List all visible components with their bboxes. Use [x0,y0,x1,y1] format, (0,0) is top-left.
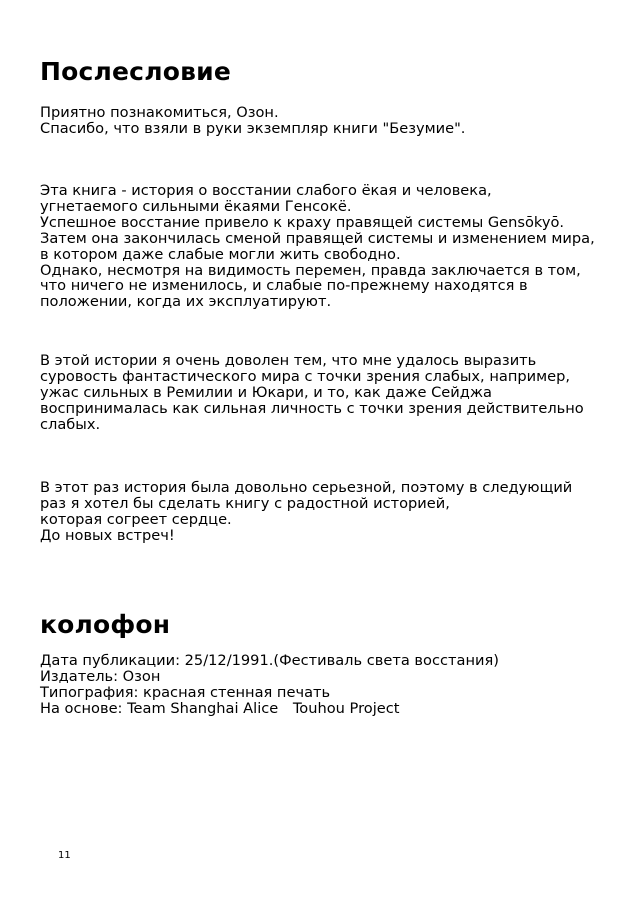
text-line: воспринималась как сильная личность с точки зрения действительно [40,399,584,417]
text-line: которая согреет сердце. [40,510,232,528]
text-line: Успешное восстание привело к краху правящей системы Gensōkyō. [40,213,565,231]
text-line: До новых встреч! [40,526,175,544]
page-number: 11 [58,850,71,861]
afterword-title: Послесловие [40,57,231,86]
text-line: Приятно познакомиться, Озон. [40,104,279,121]
text-line: Эта книга - история о восстании слабого ёкая и человека, [40,182,492,199]
text-line: суровость фантастического мира с точки зрения слабых, например, [40,367,570,385]
colophon-details [40,653,620,717]
colophon-publication-date: Дата публикации: 25/12/1991.(Фестиваль света восстания) [40,652,499,669]
colophon-printer: Типография: красная стенная печать [40,683,331,701]
text-line: Спасибо, что взяли в руки экземпляр книги "Безумие". [40,119,466,137]
colophon-title: колофон [40,610,171,639]
afterword-paragraph-story [40,183,620,310]
text-line: Однако, несмотря на видимость перемен, правда заключается в том, [40,261,581,279]
text-line: в котором даже слабые могли жить свободно. [40,245,401,263]
text-line: Затем она закончилась сменой правящей системы и изменением мира, [40,229,595,247]
afterword-paragraph-opinion [40,353,620,433]
colophon-publisher: Издатель: Озон [40,667,161,685]
text-line: угнетаемого сильными ёкаями Генсокё. [40,197,352,215]
text-line: положении, когда их эксплуатируют. [40,293,332,311]
text-line: В этой истории я очень доволен тем, что мне удалось выразить [40,352,537,369]
colophon-based-on: На основе: Team Shanghai Alice Touhou Project [40,699,400,717]
text-line: раз я хотел бы сделать книгу с радостной историей, [40,494,450,512]
text-line: В этот раз история была довольно серьезной, поэтому в следующий [40,479,573,496]
text-line: слабых. [40,415,101,433]
text-line: что ничего не изменилось, и слабые по-прежнему находятся в [40,277,528,295]
afterword-paragraph-greeting [40,105,620,137]
text-line: ужас сильных в Ремилии и Юкари, и то, как даже Сейджа [40,383,492,401]
afterword-paragraph-closing [40,480,620,544]
